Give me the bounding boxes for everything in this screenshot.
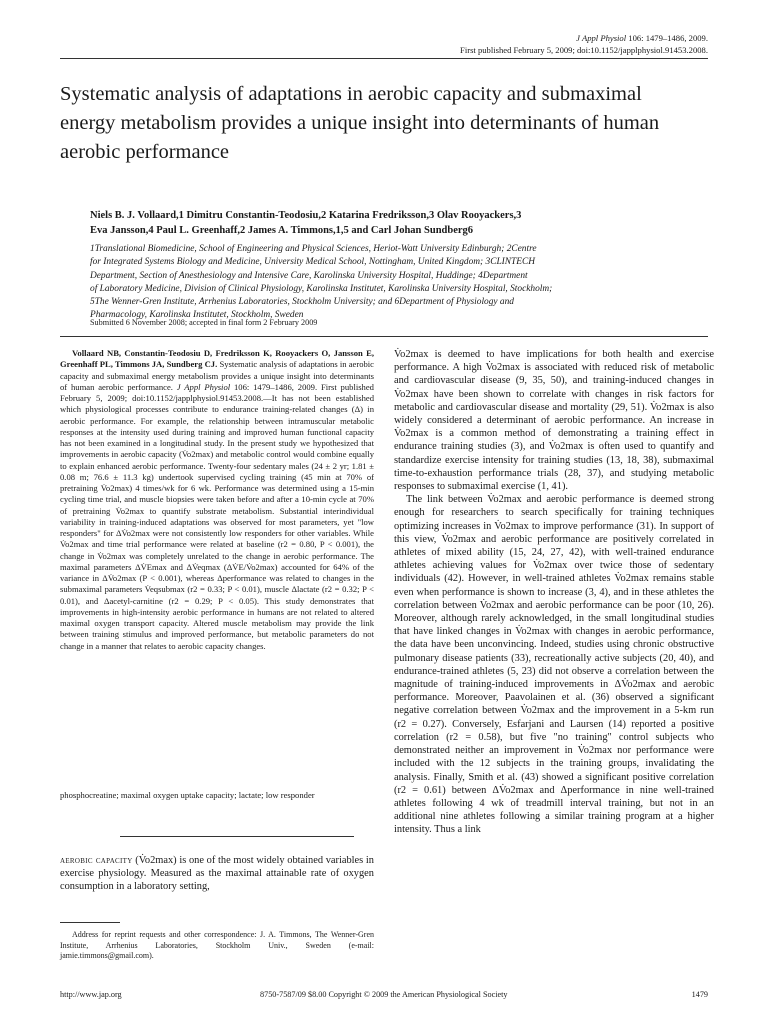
author-list	[90, 209, 710, 238]
header-rule	[60, 58, 708, 59]
affiliation-line: 1Translational Biomedicine, School of Engineering and Physical Sciences, Heriot-Watt University Edinburgh; 2Centre	[90, 244, 537, 254]
volume-pages: 106: 1479–1486, 2009.	[628, 33, 708, 43]
intro-lead-in: aerobic capacity	[60, 855, 133, 866]
copyright-notice: 8750-7587/09 $8.00 Copyright © 2009 the American Physiological Society	[260, 990, 508, 999]
intro-text: (V̇o2max) is one of the most widely obtained variables in exercise physiology. Measured as the maximal attainable rate of oxygen consumption in a laboratory setting,	[60, 855, 374, 893]
introduction-start	[60, 854, 374, 894]
running-head	[460, 32, 708, 56]
correspondence-footnote	[60, 930, 374, 962]
abstract	[60, 348, 374, 652]
author-line: Niels B. J. Vollaard,1 Dimitru Constantin-Teodosiu,2 Katarina Fredriksson,3 Olav Rooyackers,3	[90, 210, 522, 221]
abstract-top-rule	[60, 336, 708, 337]
affiliation-line: of Laboratory Medicine, Division of Clinical Physiology, Karolinska Institutet, Karolinska University Hospital, Stockholm;	[90, 283, 553, 294]
journal-name: J Appl Physiol	[576, 33, 627, 43]
affiliations	[90, 243, 710, 323]
submission-dates: Submitted 6 November 2008; accepted in final form 2 February 2009	[90, 318, 318, 327]
affiliation-line: Department, Section of Anesthesiology and Intensive Care, Karolinska University Hospital, Huddinge; 4Department	[90, 270, 528, 281]
affiliation-line: Pharmacology, Karolinska Institutet, Stockholm, Sweden	[90, 310, 304, 321]
abstract-citation-journal: J Appl Physiol	[176, 381, 231, 392]
author-line: Eva Jansson,4 Paul L. Greenhaff,2 James A. Timmons,1,5 and Carl Johan Sundberg6	[90, 224, 474, 236]
affiliation-line: for Integrated Systems Biology and Medicine, University Medical School, Nottingham, United Kingdom; 3CLINTECH	[90, 257, 535, 268]
abstract-citation-authors: Vollaard NB, Constantin-Teodosiu D, Fredriksson K, Rooyackers O, Jansson E, Greenhaff PL, Timmons JA, Sundberg CJ.	[60, 348, 374, 370]
abstract-citation-details: 106: 1479–1486, 2009. First published February 5, 2009; doi:10.1152/japplphysiol.91453.2008.—	[60, 381, 374, 403]
footnote-text: Address for reprint requests and other correspondence: J. A. Timmons, The Wenner-Gren Institute, Arrhenius Laboratories, Stockholm Univ., Sweden (e-mail: jamie.timmons@gmail.com).	[60, 930, 374, 961]
right-column	[394, 348, 714, 837]
abstract-citation-title: Systematic analysis of adaptations in aerobic capacity and submaximal energy metabolism provides a unique insight into determinants of human aerobic performance.	[60, 359, 374, 392]
article-title: Systematic analysis of adaptations in aerobic capacity and submaximal energy metabolism provides a unique insight into determinants of human aerobic performance	[60, 83, 660, 163]
page-number: 1479	[691, 990, 708, 999]
keywords-rule	[120, 836, 354, 837]
affiliation-line: 5The Wenner-Gren Institute, Arrhenius Laboratories, Stockholm University; and 6Department of Physiology and	[90, 297, 514, 308]
footnote-rule	[60, 922, 120, 923]
abstract-body: It has not been established which physiological processes contribute to endurance training-related changes (Δ) in aerobic performance. For example, the relationship between intramuscular metabolic responses at the intensity used during training and improved human functional capacity has not been examined in a longitudinal study. In the present study we hypothesized that improvements in aerobic capacity (V̇o2max) and metabolic control would combine equally to explain enhanced aerobic performance. Twenty-four sedentary males (24 ± 2 yr; 1.81 ± 0.08 m; 76.6 ± 11.3 kg) undertook supervised cycling training (45 min at 70% of pretraining V̇o2max) 4 times/wk for 6 wk. Performance was determined using a 15-min cycling time trial, and muscle biopsies were taken before and after a 10-min cycle at 70% of pretraining V̇o2max to quantify substrate metabolism. Substantial interindividual variability in training-induced adaptations was observed for most parameters, yet "low responders" for ΔV̇o2max were not consistently low responders for other variables. While V̇o2max and time trial performance were related at baseline (r2 = 0.80, P < 0.001), the change in V̇o2max was completely unrelated to the change in aerobic performance. The maximal parameters ΔV̇Emax and ΔV̇eqmax (ΔV̇E/V̇o2max) accounted for 64% of the variance in ΔV̇o2max (P < 0.001), whereas Δperformance was related to changes in the submaximal parameters V̇eqsubmax (r2 = 0.33; P < 0.01), muscle Δlactate (r2 = 0.32; P < 0.01), and Δacetyl-carnitine (r2 = 0.29; P < 0.05). This study demonstrates that improvements in high-intensity aerobic performance in humans are not related to altered maximal oxygen transport capacity. Altered muscle metabolism may provide the link between training stimulus and improved performance, but metabolic parameters do not change in a manner that relates to aerobic capacity changes.	[60, 393, 374, 651]
keywords: phosphocreatine; maximal oxygen uptake capacity; lactate; low responder	[60, 790, 315, 800]
body-paragraph: V̇o2max is deemed to have implications for both health and exercise performance. A high V̇o2max is associated with reduced risk of metabolic and cardiovascular disease (9, 35, 50), and training-induced changes in V̇o2max have been shown to correlate with changes in risk factors for metabolic and cardiovascular disease and mortality (29, 51). V̇o2max is also widely considered a determinant of aerobic performance. An increase in V̇o2max is a common method of demonstrating a training effect in endurance training studies (3), and V̇o2max is often used to quantify and standardize exercise intensity for training studies (13, 18, 38), submaximal time-to-exhaustion performance trials (28, 37), and studying metabolic responses to submaximal exercise (1, 41).	[394, 349, 714, 493]
journal-url-link[interactable]: http://www.jap.org	[60, 990, 122, 999]
body-paragraph: The link between V̇o2max and aerobic performance is deemed strong enough for researchers to search specifically for training techniques optimizing increases in V̇o2max to improve performance (31). In support of this view, V̇o2max and aerobic performance are positively correlated in athletes of mixed ability (15, 24, 27, 42), with well-trained endurance athletes achieving values for V̇o2max over twice those of sedentary individuals (42). However, in well-trained athletes V̇o2max remains stable even when performance is shown to increase (3, 4), and in these athletes the correlation between V̇o2max and aerobic performance can be poor (10, 26). Moreover, although rarely acknowledged, in the small longitudinal studies that have linked changes in V̇o2max with changes in aerobic performance, the data have been unconvincing. Indeed, studies using chronic obstructive pulmonary disease patients (33), recreationally active subjects (20, 40), and endurance-trained athletes (5, 23) did not observe a correlation between the magnitude of training-induced improvements in ΔV̇o2max and aerobic performance. Moreover, Paavolainen et al. (36) observed a significant negative correlation between V̇o2max and the improvement in a 5-km run (r2 = 0.27). Conversely, Esfarjani and Laursen (14) reported a positive correlation (r2 = 0.58), but five "no training" control subjects who demonstrated neither an improvement in V̇o2max nor performance were included with the 12 subjects in the training groups, invalidating the analysis. Finally, Smith et al. (43) showed a significant positive correlation (r2 = 0.61) between ΔV̇o2max and Δperformance in nine well-trained athletes following 4 wk of treadmill interval training, but not in an additional nine athletes following a similar training program at a higher intensity. Thus a link	[394, 494, 714, 836]
publication-info: First published February 5, 2009; doi:10.1152/japplphysiol.91453.2008.	[460, 45, 708, 55]
